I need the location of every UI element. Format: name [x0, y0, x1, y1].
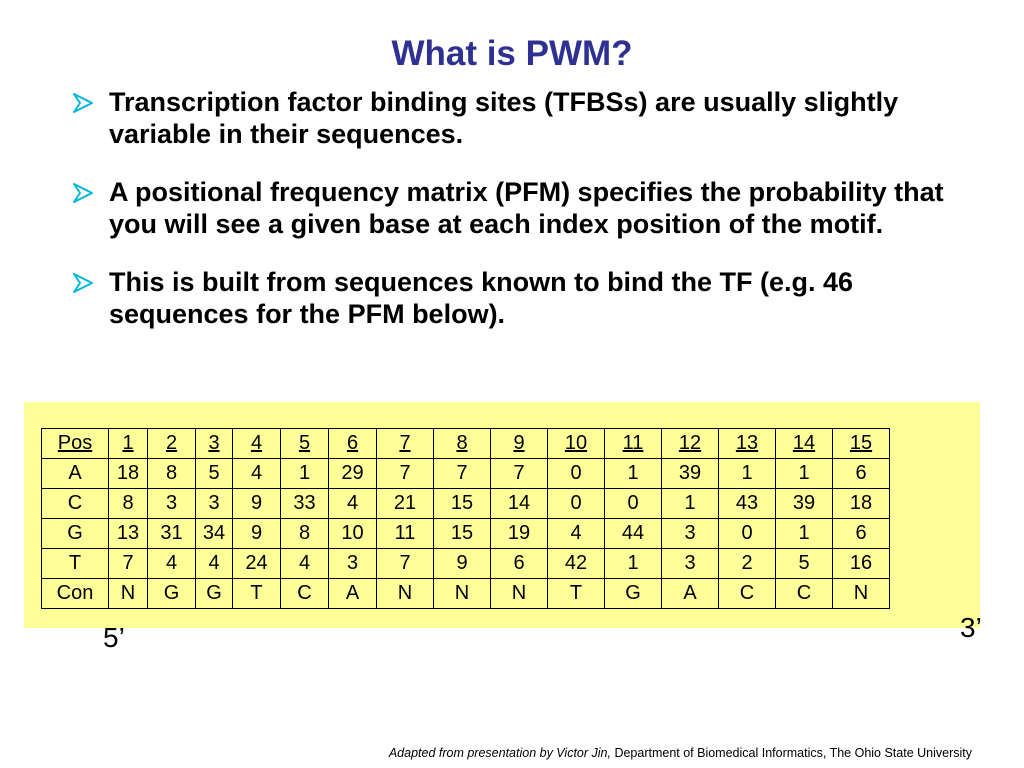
table-cell: 1 — [281, 459, 329, 489]
table-header-cell: 5 — [281, 429, 329, 459]
table-cell: N — [434, 579, 491, 609]
table-cell: 1 — [662, 489, 719, 519]
table-cell: 10 — [329, 519, 377, 549]
table-cell: 18 — [109, 459, 148, 489]
arrowhead-bullet-icon — [72, 273, 94, 293]
table-header-cell: 2 — [148, 429, 196, 459]
slide-title: What is PWM? — [391, 34, 633, 73]
table-cell: G — [148, 579, 196, 609]
table-cell: 9 — [233, 489, 281, 519]
table-cell: 13 — [109, 519, 148, 549]
table-cell: 7 — [434, 459, 491, 489]
table-cell: 19 — [491, 519, 548, 549]
table-cell: 4 — [233, 459, 281, 489]
bullet-item — [72, 176, 952, 240]
table-cell: T — [548, 579, 605, 609]
table-header-cell: 11 — [605, 429, 662, 459]
table-cell: 1 — [605, 459, 662, 489]
table-cell: 7 — [377, 549, 434, 579]
table-cell: 4 — [329, 489, 377, 519]
table-cell: 11 — [377, 519, 434, 549]
table-cell: 7 — [377, 459, 434, 489]
table-cell: 0 — [605, 489, 662, 519]
table-cell: 8 — [281, 519, 329, 549]
table-cell: 9 — [434, 549, 491, 579]
table-cell: T — [233, 579, 281, 609]
table-cell: 0 — [548, 489, 605, 519]
table-cell: C — [776, 579, 833, 609]
table-cell: 4 — [548, 519, 605, 549]
footer-credit — [389, 746, 972, 760]
table-header-cell: 7 — [377, 429, 434, 459]
table-cell: 42 — [548, 549, 605, 579]
table-cell: 21 — [377, 489, 434, 519]
table-header-cell: 9 — [491, 429, 548, 459]
table-cell: 18 — [833, 489, 890, 519]
table-header-cell: 12 — [662, 429, 719, 459]
table-cell: 24 — [233, 549, 281, 579]
bullet-list — [72, 86, 952, 356]
table-header-cell: 15 — [833, 429, 890, 459]
table-row-label: C — [42, 489, 109, 519]
table-row-label: G — [42, 519, 109, 549]
table-cell: 43 — [719, 489, 776, 519]
table-cell: 3 — [148, 489, 196, 519]
pfm-table-panel — [24, 402, 980, 628]
table-cell: N — [491, 579, 548, 609]
table-header-cell: 14 — [776, 429, 833, 459]
table-cell: G — [196, 579, 233, 609]
table-cell: 0 — [719, 519, 776, 549]
table-row — [42, 579, 890, 609]
table-cell: C — [719, 579, 776, 609]
table-cell: 7 — [491, 459, 548, 489]
table-cell: 8 — [148, 459, 196, 489]
table-cell: 44 — [605, 519, 662, 549]
table-header-cell: 4 — [233, 429, 281, 459]
table-cell: 31 — [148, 519, 196, 549]
table-header-label: Pos — [42, 429, 109, 459]
table-cell: 39 — [776, 489, 833, 519]
table-cell: 1 — [719, 459, 776, 489]
table-cell: 1 — [776, 459, 833, 489]
footer-credit-italic: Adapted from presentation by Victor Jin, — [388, 746, 611, 760]
bullet-text: This is built from sequences known to bind the TF (e.g. 46 sequences for the PFM below). — [109, 267, 854, 329]
table-cell: 29 — [329, 459, 377, 489]
table-cell: 6 — [833, 519, 890, 549]
table-cell: N — [833, 579, 890, 609]
table-row — [42, 519, 890, 549]
table-cell: 15 — [434, 519, 491, 549]
table-cell: 5 — [196, 459, 233, 489]
table-cell: C — [281, 579, 329, 609]
table-header-row — [42, 429, 890, 459]
pfm-table — [41, 428, 890, 609]
table-cell: 6 — [491, 549, 548, 579]
table-header-cell: 6 — [329, 429, 377, 459]
footer-credit-regular: Department of Biomedical Informatics, The Ohio State University — [610, 746, 972, 760]
table-cell: 33 — [281, 489, 329, 519]
five-prime-label: 5’ — [103, 622, 125, 653]
arrowhead-bullet-icon — [72, 183, 94, 203]
table-cell: 5 — [776, 549, 833, 579]
table-cell: 34 — [196, 519, 233, 549]
table-cell: 3 — [329, 549, 377, 579]
table-cell: 8 — [109, 489, 148, 519]
table-cell: 0 — [548, 459, 605, 489]
table-header-cell: 13 — [719, 429, 776, 459]
table-cell: 16 — [833, 549, 890, 579]
table-cell: 4 — [196, 549, 233, 579]
table-cell: 7 — [109, 549, 148, 579]
table-header-cell: 3 — [196, 429, 233, 459]
table-header-cell: 10 — [548, 429, 605, 459]
table-cell: 6 — [833, 459, 890, 489]
bullet-item — [72, 266, 952, 330]
table-cell: 3 — [662, 549, 719, 579]
table-cell: 1 — [605, 549, 662, 579]
table-header-cell: 8 — [434, 429, 491, 459]
table-row-label: T — [42, 549, 109, 579]
table-cell: G — [605, 579, 662, 609]
table-row — [42, 549, 890, 579]
table-row — [42, 459, 890, 489]
table-cell: 3 — [662, 519, 719, 549]
table-cell: 4 — [148, 549, 196, 579]
table-row-label: A — [42, 459, 109, 489]
table-cell: 14 — [491, 489, 548, 519]
arrowhead-bullet-icon — [72, 93, 94, 113]
table-cell: 9 — [233, 519, 281, 549]
table-cell: N — [377, 579, 434, 609]
table-header-cell: 1 — [109, 429, 148, 459]
bullet-item — [72, 86, 952, 150]
table-cell: A — [329, 579, 377, 609]
table-cell: 2 — [719, 549, 776, 579]
table-cell: 15 — [434, 489, 491, 519]
table-cell: 4 — [281, 549, 329, 579]
table-row — [42, 489, 890, 519]
table-cell: 1 — [776, 519, 833, 549]
table-cell: A — [662, 579, 719, 609]
three-prime-label: 3’ — [960, 612, 982, 643]
bullet-text: A positional frequency matrix (PFM) specifies the probability that you will see a given base at each index position of the motif. — [109, 177, 944, 239]
bullet-text: Transcription factor binding sites (TFBSs) are usually slightly variable in their sequences. — [109, 87, 899, 149]
table-cell: N — [109, 579, 148, 609]
table-row-label: Con — [42, 579, 109, 609]
table-cell: 39 — [662, 459, 719, 489]
table-cell: 3 — [196, 489, 233, 519]
